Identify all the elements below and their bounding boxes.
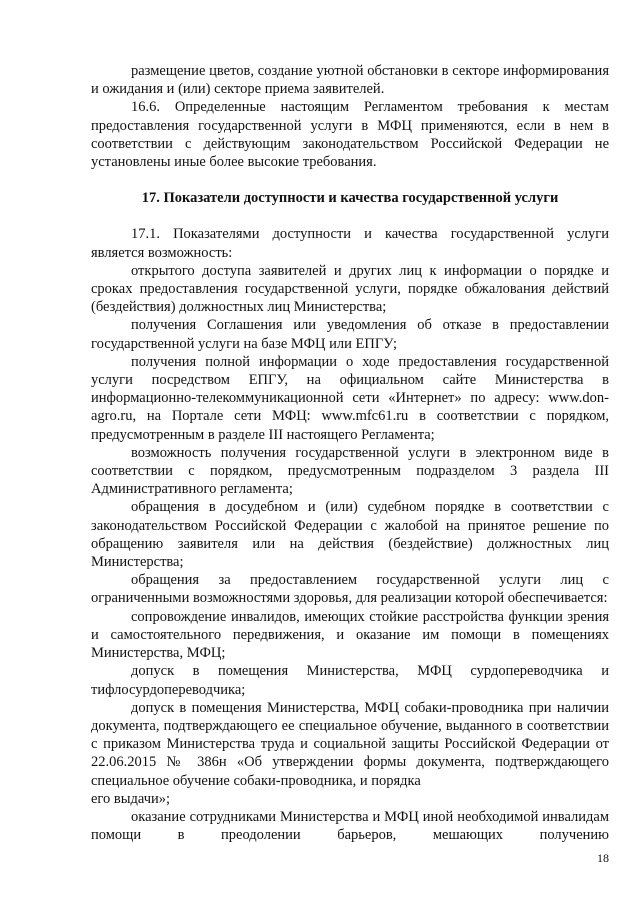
paragraph: обращения за предоставлением государственной услуги лиц с ограниченными возможностями здоровья, для реализации которой обеспечивается:: [91, 572, 609, 607]
paragraph: 16.6. Определенные настоящим Регламентом требования к местам предоставления государственной услуги в МФЦ применяются, если в нем в соответствии с действующим законодательством Российской Федерации не установлены иные более высокие требования.: [91, 99, 609, 171]
paragraph-continuation: его выдачи»;: [91, 790, 171, 807]
paragraph: возможность получения государственной услуги в электронном виде в соответствии с порядком, предусмотренным подразделом 3 раздела III Административного регламента;: [91, 444, 609, 498]
paragraph: открытого доступа заявителей и других лиц к информации о порядке и сроках предоставления государственной услуги, порядке обжалования действий (бездействия) должностных лиц Министерства;: [91, 262, 609, 316]
page-number: 18: [597, 851, 609, 865]
paragraph: обращения в досудебном и (или) судебном порядке в соответствии с законодательством Российской Федерации с жалобой на принятое решение по обращению заявителя или на действия (бездействие) должностных лиц Министерства;: [91, 499, 609, 571]
page-body: [91, 62, 609, 844]
paragraph: размещение цветов, создание уютной обстановки в секторе информирования и ожидания и (или) секторе приема заявителей.: [91, 63, 609, 98]
paragraph: допуск в помещения Министерства, МФЦ собаки-проводника при наличии документа, подтверждающего ее специальное обучение, выданного в соответствии с приказом Министерства труда и социальной защиты Российской Федерации от 22.06.2015 № 386н «Об утверждении формы документа, подтверждающего специальное обучение собаки-проводника, и порядка: [91, 699, 609, 789]
paragraph: получения полной информации о ходе предоставления государственной услуги посредством ЕПГУ, на официальном сайте Министерства в информационно-телекоммуникационной сети «Интернет» по адресу: www.don-agro.ru, на Портале сети МФЦ: www.mfc61.ru в соответствии с порядком, предусмотренным в разделе III настоящего Регламента;: [91, 353, 609, 443]
paragraph: получения Соглашения или уведомления об отказе в предоставлении государственной услуги на базе МФЦ или ЕПГУ;: [91, 317, 609, 352]
paragraph: 17.1. Показателями доступности и качества государственной услуги является возможность:: [91, 226, 609, 261]
paragraph: оказание сотрудниками Министерства и МФЦ иной необходимой инвалидам помощи в преодолении барьеров, мешающих получению: [91, 808, 609, 844]
section-heading: 17. Показатели доступности и качества государственной услуги: [141, 190, 559, 207]
paragraph: сопровождение инвалидов, имеющих стойкие расстройства функции зрения и самостоятельного передвижения, и оказание им помощи в помещениях Министерства, МФЦ;: [91, 608, 609, 662]
paragraph: допуск в помещения Министерства, МФЦ сурдопереводчика и тифлосурдопереводчика;: [91, 663, 609, 698]
